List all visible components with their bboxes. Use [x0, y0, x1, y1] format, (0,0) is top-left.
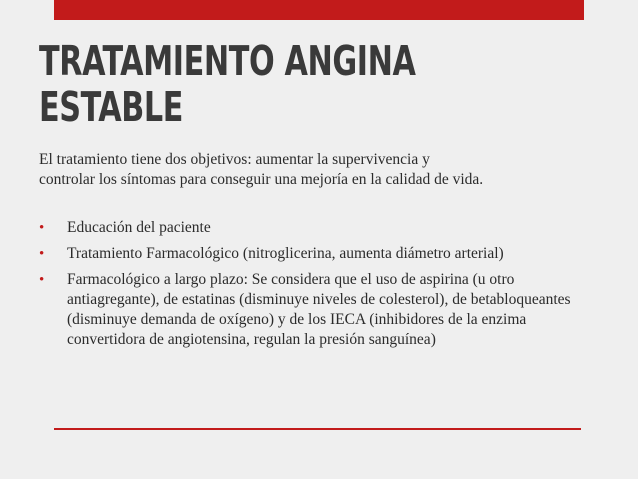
intro-paragraph: [39, 150, 609, 190]
slide-title-line-2: ESTABLE: [39, 83, 184, 131]
bottom-accent-rule: [54, 428, 581, 430]
bullet-dot-icon: •: [39, 272, 45, 288]
bullet-dot-icon: •: [39, 246, 45, 262]
bullet-item-education: [39, 218, 579, 238]
bullet-item-long-term-pharmacological: [39, 270, 579, 350]
bullet-item-pharmacological-treatment: [39, 244, 579, 264]
bullet-text: Educación del paciente: [67, 219, 211, 236]
slide-title: [39, 38, 465, 130]
top-accent-bar: [54, 0, 584, 20]
bullet-list: [39, 218, 579, 356]
bullet-text: Tratamiento Farmacológico (nitroglicerina, aumenta diámetro arterial): [67, 245, 504, 262]
slide-title-line-1: TRATAMIENTO ANGINA: [39, 37, 416, 85]
intro-line-2: controlar los síntomas para conseguir una mejoría en la calidad de vida.: [39, 171, 484, 188]
bullet-text: Farmacológico a largo plazo: Se considera que el uso de aspirina (u otro antiagregante), de estatinas (disminuye niveles de colesterol), de betabloqueantes (disminuye demanda de oxígeno) y de los IECA (inhibidores de la enzima convertidora de angiotensina, regulan la presión sanguínea): [67, 271, 571, 348]
bullet-dot-icon: •: [39, 220, 45, 236]
intro-line-1: El tratamiento tiene dos objetivos: aumentar la supervivencia y: [39, 151, 430, 168]
